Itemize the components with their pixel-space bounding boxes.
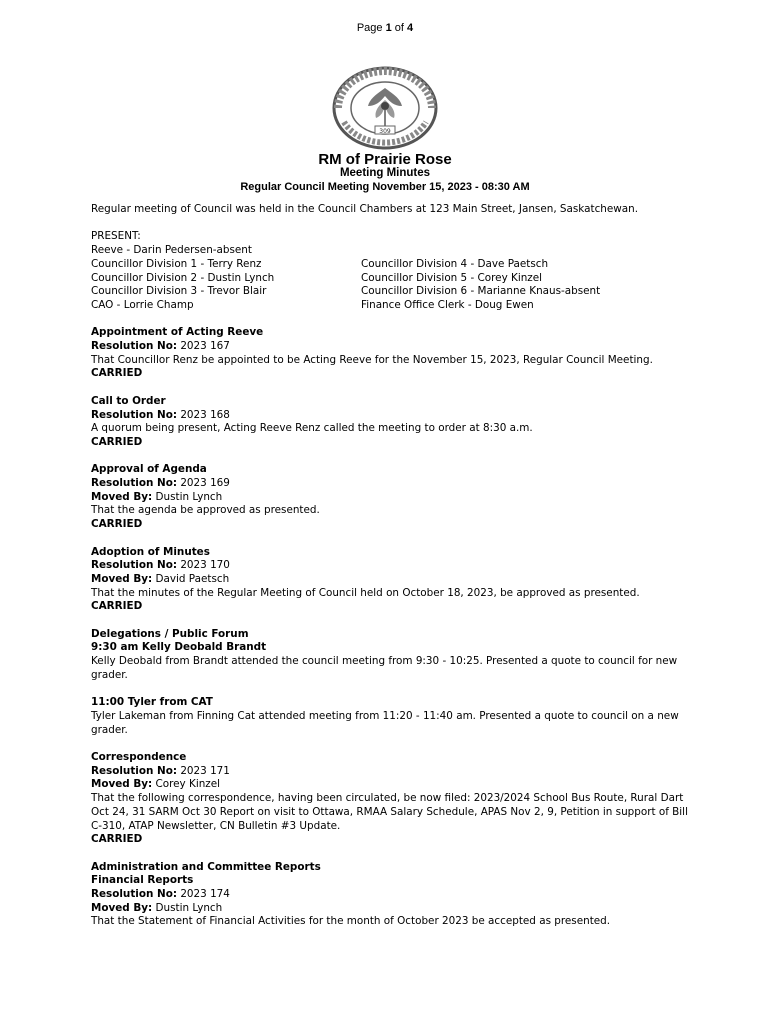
acting-reeve-section — [91, 326, 691, 381]
delegation-cat-section — [91, 696, 691, 737]
present-left-item: Councillor Division 3 - Trevor Blair — [91, 285, 267, 298]
meeting-line: Regular Council Meeting November 15, 2023 - 08:30 AM — [240, 181, 530, 193]
section-heading: Call to Order — [91, 394, 166, 407]
carried-label: CARRIED — [91, 600, 143, 613]
carried-label: CARRIED — [91, 435, 143, 448]
intro-text: Regular meeting of Council was held in the Council Chambers at 123 Main Street, Jansen, Saskatchewan. — [91, 203, 639, 215]
resolution-line: Resolution No: 2023 169 — [91, 477, 230, 489]
moved-by-line: Moved By: Dustin Lynch — [91, 901, 223, 914]
resolution-line: Resolution No: 2023 167 — [91, 340, 230, 352]
municipal-seal-logo — [330, 66, 440, 150]
carried-label: CARRIED — [91, 518, 143, 531]
delegations-section — [91, 628, 691, 683]
resolution-line: Resolution No: 2023 171 — [91, 764, 230, 777]
present-right-item: Councillor Division 6 - Marianne Knaus-absent — [361, 285, 601, 298]
present-row — [91, 299, 691, 313]
present-section — [91, 230, 691, 312]
present-row — [91, 285, 691, 299]
minutes-section — [91, 546, 691, 615]
delegation-text: Tyler Lakeman from Finning Cat attended meeting from 11:20 - 11:40 am. Presented a quote to council on a new grader. — [91, 709, 679, 736]
page-total: 4 — [407, 22, 414, 34]
present-left-item: Councillor Division 1 - Terry Renz — [91, 257, 262, 270]
moved-by-line: Moved By: David Paetsch — [91, 572, 230, 585]
present-right-item: Finance Office Clerk - Doug Ewen — [361, 298, 534, 311]
delegation-heading: 11:00 Tyler from CAT — [91, 696, 213, 709]
section-heading: Administration and Committee Reports — [91, 860, 321, 873]
present-reeve: Reeve - Darin Pedersen-absent — [91, 244, 252, 257]
present-right-item: Councillor Division 5 - Corey Kinzel — [361, 271, 543, 284]
agenda-section — [91, 463, 691, 532]
motion-text: That the agenda be approved as presented. — [91, 504, 320, 517]
admin-section — [91, 861, 691, 930]
delegation-heading: 9:30 am Kelly Deobald Brandt — [91, 641, 267, 654]
motion-text: A quorum being present, Acting Reeve Renz called the meeting to order at 8:30 a.m. — [91, 422, 533, 435]
motion-text: That Councillor Renz be appointed to be Acting Reeve for the November 15, 2023, Regular Council Meeting. — [91, 353, 653, 366]
minutes-body — [91, 203, 691, 929]
section-heading: Appointment of Acting Reeve — [91, 326, 264, 339]
page-of: of — [394, 22, 404, 34]
present-row — [91, 272, 691, 286]
present-row — [91, 258, 691, 272]
carried-label: CARRIED — [91, 367, 143, 380]
delegation-text: Kelly Deobald from Brandt attended the council meeting from 9:30 - 10:25. Presented a quote to council for new grader. — [91, 655, 678, 681]
motion-text: That the minutes of the Regular Meeting of Council held on October 18, 2023, be approved as presented. — [91, 586, 640, 599]
section-heading: Delegations / Public Forum — [91, 627, 249, 640]
document-title: RM of Prairie Rose — [318, 151, 452, 168]
call-to-order-section — [91, 395, 691, 450]
section-heading: Approval of Agenda — [91, 463, 207, 476]
moved-by-line: Moved By: Corey Kinzel — [91, 778, 221, 791]
motion-text: That the Statement of Financial Activities for the month of October 2023 be accepted as presented. — [91, 915, 611, 928]
section-heading: Adoption of Minutes — [91, 545, 210, 558]
motion-text: That the following correspondence, having been circulated, be now filed: 2023/2024 School Bus Route, Rural Dart Oct 24, 31 SARM Oct 30 Report on visit to Ottawa, RMAA Salary Schedule, APAS Nov 2, 9, Petition in support of Bill C-310, ATAP Newsletter, CN Bulletin #3 Update. — [91, 792, 688, 832]
page-label: Page — [356, 22, 383, 34]
moved-by-line: Moved By: Dustin Lynch — [91, 490, 223, 503]
resolution-line: Resolution No: 2023 168 — [91, 408, 230, 421]
present-heading: PRESENT: — [91, 230, 141, 243]
document-subtitle: Meeting Minutes — [339, 167, 431, 179]
page-current: 1 — [385, 22, 392, 34]
present-right-item: Councillor Division 4 - Dave Paetsch — [361, 257, 549, 270]
present-left-item: CAO - Lorrie Champ — [91, 298, 194, 311]
resolution-line: Resolution No: 2023 170 — [91, 559, 230, 572]
section-subheading: Financial Reports — [91, 874, 194, 887]
correspondence-section — [91, 751, 691, 847]
present-left-item: Councillor Division 2 - Dustin Lynch — [91, 271, 275, 284]
carried-label: CARRIED — [91, 833, 143, 846]
resolution-line: Resolution No: 2023 174 — [91, 888, 230, 901]
page-number — [0, 22, 770, 34]
section-heading: Correspondence — [91, 751, 187, 763]
seal-number: 309 — [379, 128, 391, 135]
